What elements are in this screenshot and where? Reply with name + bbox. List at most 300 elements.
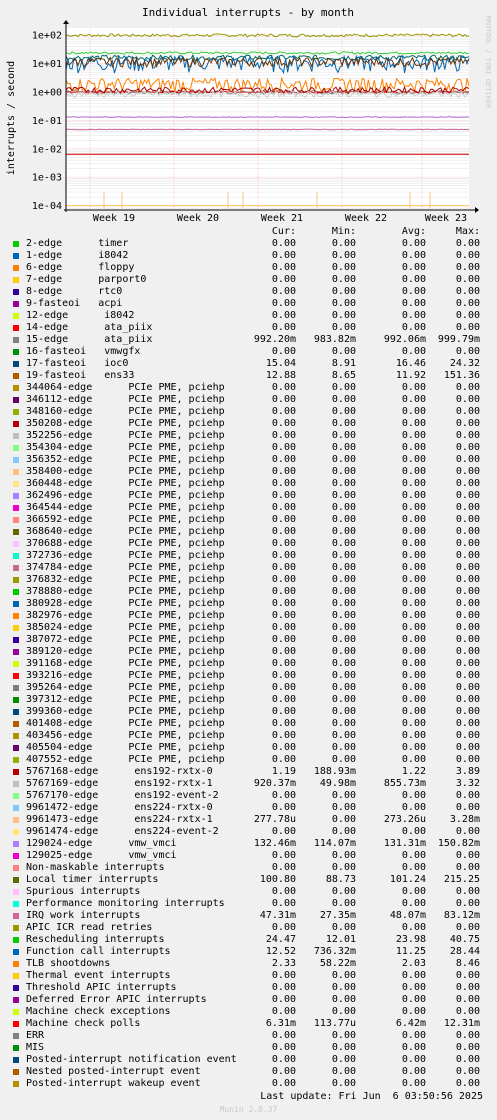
- legend-row: [0, 238, 497, 250]
- value-min: 0.00: [331, 886, 356, 897]
- legend-row: [0, 790, 497, 802]
- value-max: 0.00: [455, 394, 480, 405]
- value-min: 0.00: [331, 598, 356, 609]
- value-min: 0.00: [331, 718, 356, 729]
- legend-swatch: [13, 553, 19, 559]
- legend-label: 376832-edge PCIe PME, pciehp: [26, 574, 225, 585]
- legend-row: [0, 382, 497, 394]
- value-max: 0.00: [455, 550, 480, 561]
- legend-row: [0, 742, 497, 754]
- value-cur: 0.00: [271, 1006, 296, 1017]
- value-min: 0.00: [331, 490, 356, 501]
- value-cur: 0.00: [271, 286, 296, 297]
- value-cur: 0.00: [271, 682, 296, 693]
- last-update: Last update: Fri Jun 6 03:50:56 2025: [260, 1091, 483, 1102]
- value-max: 0.00: [455, 850, 480, 861]
- value-cur: 24.47: [265, 934, 296, 945]
- value-max: 0.00: [455, 298, 480, 309]
- value-cur: 0.00: [271, 586, 296, 597]
- value-cur: 0.00: [271, 730, 296, 741]
- value-min: 0.00: [331, 430, 356, 441]
- value-min: 736.32m: [313, 946, 356, 957]
- value-cur: 12.88: [265, 370, 296, 381]
- value-cur: 0.00: [271, 442, 296, 453]
- legend-label: 15-edge ata_piix: [26, 334, 153, 345]
- legend-row: [0, 286, 497, 298]
- legend-row: [0, 850, 497, 862]
- value-cur: 0.00: [271, 394, 296, 405]
- legend-row: [0, 778, 497, 790]
- value-cur: 0.00: [271, 310, 296, 321]
- value-max: 0.00: [455, 526, 480, 537]
- value-max: 0.00: [455, 670, 480, 681]
- legend-label: TLB shootdowns: [26, 958, 111, 969]
- value-cur: 0.00: [271, 514, 296, 525]
- value-avg: 0.00: [401, 658, 426, 669]
- legend-swatch: [13, 1045, 19, 1051]
- value-min: 0.00: [331, 502, 356, 513]
- value-cur: 0.00: [271, 670, 296, 681]
- value-min: 0.00: [331, 274, 356, 285]
- legend-swatch: [13, 757, 19, 763]
- value-max: 28.44: [449, 946, 480, 957]
- y-tick-label: 1e-03: [31, 172, 62, 184]
- legend-row: [0, 490, 497, 502]
- value-min: 8.65: [331, 370, 356, 381]
- value-cur: 0.00: [271, 718, 296, 729]
- legend-label: Non-maskable interrupts: [26, 862, 165, 873]
- value-max: 0.00: [455, 514, 480, 525]
- value-avg: 0.00: [401, 802, 426, 813]
- value-max: 0.00: [455, 730, 480, 741]
- value-avg: 0.00: [401, 490, 426, 501]
- value-min: 0.00: [331, 982, 356, 993]
- value-max: 3.28m: [449, 814, 480, 825]
- legend-label: 378880-edge PCIe PME, pciehp: [26, 586, 225, 597]
- legend-swatch: [13, 1033, 19, 1039]
- value-cur: 0.00: [271, 754, 296, 765]
- value-min: 49.98m: [319, 778, 356, 789]
- x-tick-label: Week 23: [424, 213, 468, 224]
- legend-row: [0, 1042, 497, 1054]
- value-avg: 11.92: [395, 370, 426, 381]
- legend-swatch: [13, 541, 19, 547]
- value-avg: 0.00: [401, 694, 426, 705]
- value-min: 0.00: [331, 250, 356, 261]
- legend-label: 14-edge ata_piix: [26, 322, 153, 333]
- legend-label: 19-fasteoi ens33: [26, 370, 135, 381]
- legend-row: [0, 1006, 497, 1018]
- value-avg: 0.00: [401, 562, 426, 573]
- legend-row: [0, 634, 497, 646]
- value-max: 0.00: [455, 706, 480, 717]
- value-avg: 0.00: [401, 418, 426, 429]
- value-avg: 0.00: [401, 262, 426, 273]
- legend-row: [0, 730, 497, 742]
- value-max: 999.79m: [437, 334, 480, 345]
- value-min: 12.01: [325, 934, 356, 945]
- value-max: 0.00: [455, 454, 480, 465]
- legend-label: 368640-edge PCIe PME, pciehp: [26, 526, 225, 537]
- value-avg: 0.00: [401, 706, 426, 717]
- value-min: 0.00: [331, 682, 356, 693]
- legend-label: 397312-edge PCIe PME, pciehp: [26, 694, 225, 705]
- value-min: 0.00: [331, 550, 356, 561]
- value-cur: 0.00: [271, 886, 296, 897]
- legend-swatch: [13, 877, 19, 883]
- legend-label: 393216-edge PCIe PME, pciehp: [26, 670, 225, 681]
- value-max: 0.00: [455, 694, 480, 705]
- value-cur: 0.00: [271, 238, 296, 249]
- legend-swatch: [13, 925, 19, 931]
- value-min: 27.35m: [319, 910, 356, 921]
- legend-swatch: [13, 829, 19, 835]
- value-max: 12.31m: [443, 1018, 480, 1029]
- value-cur: 2.33: [271, 958, 296, 969]
- value-avg: 0.00: [401, 1042, 426, 1053]
- value-max: 151.36: [443, 370, 480, 381]
- value-cur: 132.46m: [253, 838, 296, 849]
- legend-row: [0, 1066, 497, 1078]
- legend-swatch: [13, 301, 19, 307]
- value-max: 0.00: [455, 274, 480, 285]
- legend-swatch: [13, 421, 19, 427]
- legend-row: [0, 994, 497, 1006]
- value-avg: 0.00: [401, 994, 426, 1005]
- value-max: 0.00: [455, 862, 480, 873]
- legend-row: [0, 934, 497, 946]
- legend-swatch: [13, 985, 19, 991]
- legend-row: [0, 418, 497, 430]
- legend-label: 382976-edge PCIe PME, pciehp: [26, 610, 225, 621]
- value-avg: 0.00: [401, 250, 426, 261]
- legend-row: [0, 874, 497, 886]
- legend-swatch: [13, 493, 19, 499]
- legend-swatch: [13, 721, 19, 727]
- value-avg: 0.00: [401, 898, 426, 909]
- legend-label: 401408-edge PCIe PME, pciehp: [26, 718, 225, 729]
- value-avg: 0.00: [401, 406, 426, 417]
- value-cur: 0.00: [271, 466, 296, 477]
- legend-swatch: [13, 961, 19, 967]
- value-avg: 16.46: [395, 358, 426, 369]
- legend-swatch: [13, 253, 19, 259]
- legend-row: [0, 802, 497, 814]
- value-max: 3.89: [455, 766, 480, 777]
- legend-swatch: [13, 517, 19, 523]
- value-min: 0.00: [331, 1054, 356, 1065]
- legend-swatch: [13, 841, 19, 847]
- value-min: 0.00: [331, 826, 356, 837]
- value-min: 0.00: [331, 346, 356, 357]
- legend-swatch: [13, 349, 19, 355]
- value-max: 0.00: [455, 442, 480, 453]
- legend-swatch: [13, 613, 19, 619]
- legend-label: 9961474-edge ens224-event-2: [26, 826, 219, 837]
- value-avg: 0.00: [401, 718, 426, 729]
- value-max: 0.00: [455, 382, 480, 393]
- value-max: 0.00: [455, 598, 480, 609]
- value-max: 0.00: [455, 322, 480, 333]
- value-avg: 0.00: [401, 442, 426, 453]
- value-cur: 0.00: [271, 454, 296, 465]
- header-min: Min:: [331, 226, 356, 237]
- value-max: 3.32: [455, 778, 480, 789]
- value-max: 0.00: [455, 1078, 480, 1089]
- legend-label: 129024-edge vmw_vmci: [26, 838, 177, 849]
- legend-row: [0, 334, 497, 346]
- legend-swatch: [13, 409, 19, 415]
- value-max: 0.00: [455, 238, 480, 249]
- value-avg: 0.00: [401, 610, 426, 621]
- value-avg: 0.00: [401, 982, 426, 993]
- value-avg: 0.00: [401, 634, 426, 645]
- value-cur: 0.00: [271, 526, 296, 537]
- value-cur: 1.19: [271, 766, 296, 777]
- legend-swatch: [13, 865, 19, 871]
- value-min: 0.00: [331, 1030, 356, 1041]
- value-min: 0.00: [331, 1006, 356, 1017]
- value-max: 0.00: [455, 406, 480, 417]
- value-min: 0.00: [331, 322, 356, 333]
- legend-swatch: [13, 769, 19, 775]
- value-min: 0.00: [331, 1042, 356, 1053]
- x-tick-label: Week 19: [92, 213, 136, 224]
- legend-swatch: [13, 649, 19, 655]
- value-min: 0.00: [331, 670, 356, 681]
- value-avg: 0.00: [401, 646, 426, 657]
- value-min: 0.00: [331, 970, 356, 981]
- legend-label: 405504-edge PCIe PME, pciehp: [26, 742, 225, 753]
- legend-swatch: [13, 373, 19, 379]
- value-avg: 0.00: [401, 538, 426, 549]
- value-avg: 0.00: [401, 730, 426, 741]
- value-min: 0.00: [331, 742, 356, 753]
- legend-label: 374784-edge PCIe PME, pciehp: [26, 562, 225, 573]
- value-cur: 0.00: [271, 562, 296, 573]
- legend-label: 9-fasteoi acpi: [26, 298, 123, 309]
- y-tick-label: 1e-01: [31, 115, 62, 127]
- value-max: 8.46: [455, 958, 480, 969]
- y-tick-label: 1e+01: [31, 59, 62, 71]
- value-max: 0.00: [455, 346, 480, 357]
- value-avg: 0.00: [401, 454, 426, 465]
- legend-label: Thermal event interrupts: [26, 970, 171, 981]
- value-avg: 0.00: [401, 550, 426, 561]
- value-avg: 0.00: [401, 826, 426, 837]
- legend-swatch: [13, 805, 19, 811]
- legend-label: 344064-edge PCIe PME, pciehp: [26, 382, 225, 393]
- value-min: 0.00: [331, 898, 356, 909]
- legend-label: 2-edge timer: [26, 238, 129, 249]
- legend-label: 360448-edge PCIe PME, pciehp: [26, 478, 225, 489]
- value-max: 0.00: [455, 1054, 480, 1065]
- legend-row: [0, 406, 497, 418]
- value-min: 0.00: [331, 694, 356, 705]
- legend-row: [0, 274, 497, 286]
- value-avg: 0.00: [401, 478, 426, 489]
- legend-row: [0, 766, 497, 778]
- legend-row: [0, 310, 497, 322]
- value-min: 88.73: [325, 874, 356, 885]
- value-cur: 0.00: [271, 274, 296, 285]
- legend-swatch: [13, 1021, 19, 1027]
- value-avg: 101.24: [389, 874, 426, 885]
- value-max: 0.00: [455, 790, 480, 801]
- legend-swatch: [13, 889, 19, 895]
- x-tick-label: Week 20: [176, 213, 220, 224]
- value-avg: 131.31m: [383, 838, 426, 849]
- value-avg: 0.00: [401, 502, 426, 513]
- legend-row: [0, 610, 497, 622]
- legend-row: [0, 478, 497, 490]
- value-avg: 0.00: [401, 742, 426, 753]
- legend-row: [0, 946, 497, 958]
- value-avg: 0.00: [401, 310, 426, 321]
- value-cur: 0.00: [271, 250, 296, 261]
- value-max: 0.00: [455, 1030, 480, 1041]
- value-min: 0.00: [331, 1078, 356, 1089]
- value-cur: 0.00: [271, 994, 296, 1005]
- value-min: 0.00: [331, 454, 356, 465]
- value-avg: 11.25: [395, 946, 426, 957]
- legend-swatch: [13, 949, 19, 955]
- value-min: 114.07m: [313, 838, 356, 849]
- value-max: 0.00: [455, 742, 480, 753]
- legend-label: ERR: [26, 1030, 45, 1041]
- legend-label: 395264-edge PCIe PME, pciehp: [26, 682, 225, 693]
- header-cur: Cur:: [271, 226, 296, 237]
- value-max: 0.00: [455, 994, 480, 1005]
- legend-swatch: [13, 433, 19, 439]
- legend-swatch: [13, 265, 19, 271]
- legend-row: [0, 646, 497, 658]
- legend-label: 5767168-edge ens192-rxtx-0: [26, 766, 213, 777]
- legend-label: 354304-edge PCIe PME, pciehp: [26, 442, 225, 453]
- value-cur: 0.00: [271, 694, 296, 705]
- legend-row: [0, 514, 497, 526]
- legend-label: 9961472-edge ens224-rxtx-0: [26, 802, 213, 813]
- value-avg: 0.00: [401, 526, 426, 537]
- value-max: 0.00: [455, 250, 480, 261]
- legend-row: [0, 1078, 497, 1090]
- legend-row: [0, 394, 497, 406]
- legend-swatch: [13, 289, 19, 295]
- value-max: 0.00: [455, 466, 480, 477]
- value-max: 0.00: [455, 586, 480, 597]
- value-min: 0.00: [331, 862, 356, 873]
- value-avg: 6.42m: [395, 1018, 426, 1029]
- value-max: 0.00: [455, 754, 480, 765]
- value-cur: 0.00: [271, 598, 296, 609]
- value-avg: 0.00: [401, 754, 426, 765]
- value-cur: 0.00: [271, 1066, 296, 1077]
- value-cur: 100.80: [259, 874, 296, 885]
- value-min: 0.00: [331, 646, 356, 657]
- value-avg: 0.00: [401, 670, 426, 681]
- value-max: 0.00: [455, 562, 480, 573]
- value-min: 0.00: [331, 706, 356, 717]
- legend-label: 350208-edge PCIe PME, pciehp: [26, 418, 225, 429]
- legend-swatch: [13, 673, 19, 679]
- legend-label: 129025-edge vmw_vmci: [26, 850, 177, 861]
- legend-row: [0, 658, 497, 670]
- value-avg: 2.03: [401, 958, 426, 969]
- value-cur: 0.00: [271, 346, 296, 357]
- x-tick-label: Week 22: [344, 213, 388, 224]
- legend-row: [0, 958, 497, 970]
- legend-label: IRQ work interrupts: [26, 910, 141, 921]
- value-avg: 0.00: [401, 346, 426, 357]
- value-cur: 0.00: [271, 382, 296, 393]
- value-min: 0.00: [331, 1066, 356, 1077]
- legend-label: Nested posted-interrupt event: [26, 1066, 201, 1077]
- value-avg: 0.00: [401, 514, 426, 525]
- value-min: 0.00: [331, 478, 356, 489]
- legend-label: 391168-edge PCIe PME, pciehp: [26, 658, 225, 669]
- value-avg: 0.00: [401, 1066, 426, 1077]
- value-max: 0.00: [455, 262, 480, 273]
- legend-row: [0, 502, 497, 514]
- value-avg: 0.00: [401, 430, 426, 441]
- value-max: 0.00: [455, 802, 480, 813]
- legend-label: Threshold APIC interrupts: [26, 982, 177, 993]
- value-max: 0.00: [455, 478, 480, 489]
- legend-label: 403456-edge PCIe PME, pciehp: [26, 730, 225, 741]
- legend-row: [0, 358, 497, 370]
- value-avg: 0.00: [401, 970, 426, 981]
- legend-swatch: [13, 385, 19, 391]
- value-max: 24.32: [449, 358, 480, 369]
- legend-swatch: [13, 313, 19, 319]
- value-avg: 0.00: [401, 1006, 426, 1017]
- value-cur: 15.04: [265, 358, 296, 369]
- legend-label: 399360-edge PCIe PME, pciehp: [26, 706, 225, 717]
- value-max: 0.00: [455, 1066, 480, 1077]
- value-cur: 0.00: [271, 1042, 296, 1053]
- value-min: 0.00: [331, 406, 356, 417]
- value-min: 0.00: [331, 622, 356, 633]
- legend-row: [0, 826, 497, 838]
- value-cur: 0.00: [271, 538, 296, 549]
- value-max: 0.00: [455, 826, 480, 837]
- legend-swatch: [13, 1009, 19, 1015]
- legend-label: Machine check polls: [26, 1018, 141, 1029]
- value-cur: 0.00: [271, 862, 296, 873]
- y-axis-label: interrupts / second: [6, 60, 17, 176]
- legend-swatch: [13, 1081, 19, 1087]
- legend-row: [0, 526, 497, 538]
- legend-swatch: [13, 661, 19, 667]
- value-cur: 6.31m: [265, 1018, 296, 1029]
- value-cur: 0.00: [271, 826, 296, 837]
- legend-label: 8-edge rtc0: [26, 286, 123, 297]
- value-max: 0.00: [455, 970, 480, 981]
- legend-label: 1-edge i8042: [26, 250, 129, 261]
- value-max: 0.00: [455, 1042, 480, 1053]
- value-cur: 0.00: [271, 802, 296, 813]
- value-cur: 0.00: [271, 478, 296, 489]
- legend-label: Rescheduling interrupts: [26, 934, 165, 945]
- legend-label: 7-edge parport0: [26, 274, 147, 285]
- value-avg: 0.00: [401, 322, 426, 333]
- legend-label: Function call interrupts: [26, 946, 171, 957]
- value-avg: 0.00: [401, 790, 426, 801]
- value-min: 0.00: [331, 790, 356, 801]
- value-avg: 0.00: [401, 298, 426, 309]
- value-avg: 0.00: [401, 886, 426, 897]
- legend-swatch: [13, 1057, 19, 1063]
